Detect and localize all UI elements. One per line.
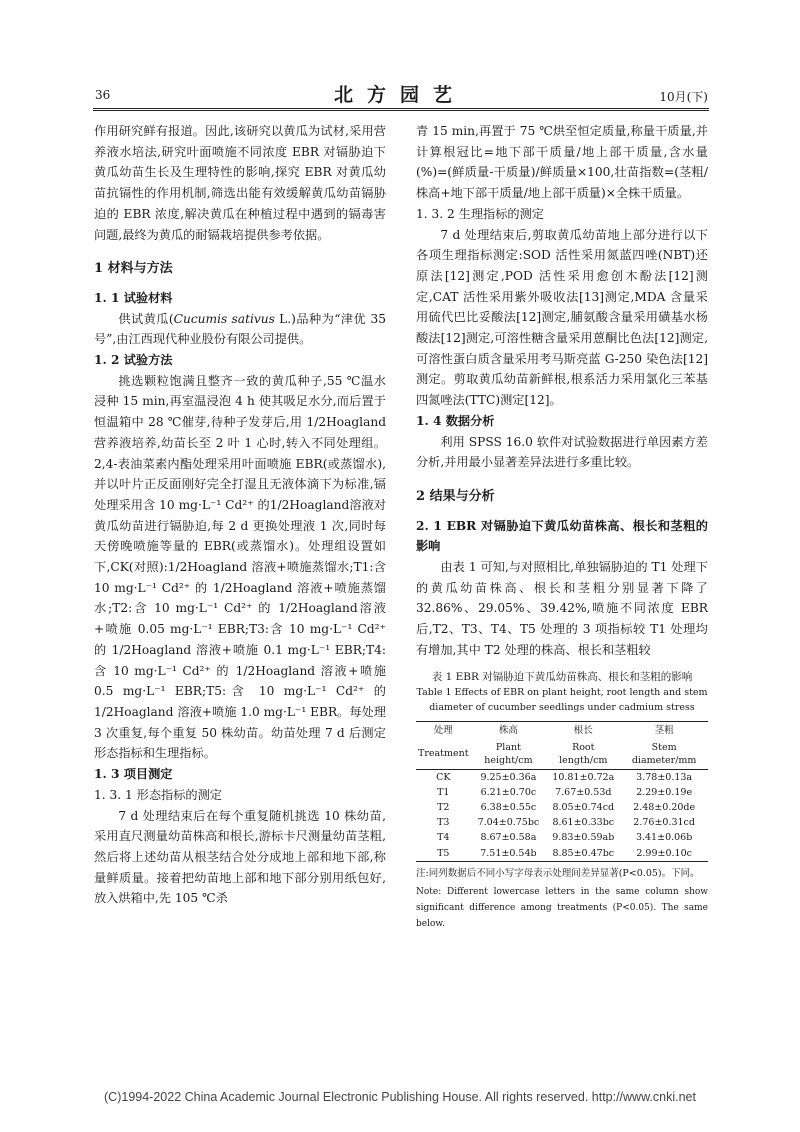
table-header-cn: 根长 bbox=[546, 721, 620, 739]
table-cell: CK bbox=[436, 771, 451, 783]
journal-title: 北方园艺 bbox=[333, 84, 466, 106]
table-caption-cn: 表 1 EBR 对镉胁迫下黄瓜幼苗株高、根长和茎粗的影响 bbox=[431, 670, 693, 683]
table-note-cn: 注:同列数据后不同小写字母表示处理间差异显著(P<0.05)。下同。 bbox=[416, 867, 700, 879]
table-cell: 2.99±0.10c bbox=[620, 846, 708, 862]
table-cell: 9.25±0.36a bbox=[480, 771, 537, 783]
latin-name: Cucumis sativus bbox=[173, 311, 275, 326]
section-2-heading: 2 结果与分析 bbox=[416, 488, 495, 504]
table-header-cn: 株高 bbox=[471, 721, 547, 739]
table-cell: 6.21±0.70c bbox=[480, 786, 537, 798]
table-cell: 8.61±0.33bc bbox=[552, 817, 615, 829]
section-1-heading: 1 材料与方法 bbox=[94, 261, 173, 277]
right-column bbox=[416, 121, 708, 932]
table-note-en: Note: Different lowercase letters in the same column show significant difference among treatments (P<0.05). The same below. bbox=[416, 886, 708, 929]
table-row bbox=[416, 815, 708, 830]
table-header-en: Root length/cm bbox=[546, 739, 620, 770]
physiology-paragraph: 7 d 处理结束后,剪取黄瓜幼苗地上部分进行以下各项生理指标测定:SOD 活性采用氮蓝四唑(NBT)还原法[12]测定,POD 活性采用愈创木酚法[12]测定,CAT 活性采用紫外吸收法[13]测定,MDA 含量采用硫代巴比妥酸法[12]测定,脯氨酸含量采用磺基水杨酸法[12]测定,可溶性糖含量采用蒽酮比色法[12]测定,可溶性蛋白质含量采用考马斯亮蓝 G-250 染色法[12]测定。剪取黄瓜幼苗新鲜根,根系活力采用氯化三苯基四氮唑法(TTC)测定[12]。 bbox=[416, 227, 708, 408]
table-cell: 7.04±0.75bc bbox=[477, 817, 540, 829]
section-1-1-heading: 1. 1 试验材料 bbox=[94, 290, 173, 305]
morphology-paragraph: 7 d 处理结束后在每个重复随机挑选 10 株幼苗,采用直尺测量幼苗株高和根长,游标卡尺测量幼苗茎粗,然后将上述幼苗从根茎结合处分成地上部和地下部,称量鲜质量。接着把幼苗地上部和地下部分别用纸包好,放入烘箱中,先 105 ℃杀 bbox=[94, 808, 386, 906]
section-2-1-heading: 2. 1 EBR 对镉胁迫下黄瓜幼苗株高、根长和茎粗的影响 bbox=[416, 518, 708, 554]
header-rule bbox=[93, 108, 709, 111]
table-cell: 7.67±0.53d bbox=[555, 786, 612, 798]
results-paragraph: 由表 1 可知,与对照相比,单独镉胁迫的 T1 处理下的黄瓜幼苗株高、根长和茎粗分别显著下降了 32.86%、29.05%、39.42%,喷施不同浓度 EBR 后,T2、T3、T4、T5 处理的 3 项指标较 T1 处理均有增加,其中 T2 处理的株高、根长和茎粗较 bbox=[416, 560, 708, 657]
materials-paragraph: 供试黄瓜(Cucumis sativus L.)品种为“津优 35 号”,由江西现代种业股份有限公司提供。 bbox=[94, 311, 386, 347]
section-1-3-2-heading: 1. 3. 2 生理指标的测定 bbox=[416, 206, 544, 221]
table-header-en: Treatment bbox=[416, 739, 471, 770]
table-cell: 3.78±0.13a bbox=[636, 771, 693, 783]
table-cell: T4 bbox=[437, 832, 450, 844]
continued-paragraph: 青 15 min,再置于 75 ℃烘至恒定质量,称量干质量,并计算根冠比=地下部干质量/地上部干质量,含水量(%)=(鲜质量-干质量)/鲜质量×100,壮苗指数=(茎粗/株高+地下部干质量/地上部干质量)×全株干质量。 bbox=[416, 124, 708, 201]
table-row bbox=[416, 830, 708, 845]
table-row bbox=[416, 846, 708, 862]
section-1-4-heading: 1. 4 数据分析 bbox=[416, 413, 495, 428]
analysis-paragraph: 利用 SPSS 16.0 软件对试验数据进行单因素方差分析,并用最小显著差异法进行多重比较。 bbox=[416, 434, 708, 470]
issue-label: 10月(下) bbox=[659, 90, 708, 104]
results-table bbox=[416, 721, 708, 862]
table-cell: 8.05±0.74cd bbox=[552, 801, 615, 813]
intro-paragraph: 作用研究鲜有报道。因此,该研究以黄瓜为试材,采用营养液水培法,研究叶面喷施不同浓度 EBR 对镉胁迫下黄瓜幼苗生长及生理特性的影响,探究 EBR 对黄瓜幼苗抗镉性的作用机制,筛选出能有效缓解黄瓜幼苗镉胁迫的 EBR 浓度,解决黄瓜在种植过程中遇到的镉毒害问题,最终为黄瓜的耐镉栽培提供参考依据。 bbox=[94, 124, 386, 242]
table-cell: T5 bbox=[416, 846, 471, 862]
table-cell: 10.81±0.72a bbox=[552, 771, 615, 783]
table-header-cn: 茎粗 bbox=[620, 721, 708, 739]
table-cell: 2.48±0.20de bbox=[633, 801, 696, 813]
section-1-2-heading: 1. 2 试验方法 bbox=[94, 353, 173, 368]
copyright-footer: (C)1994-2022 China Academic Journal Electronic Publishing House. All rights reserved. http://www.cnki.net bbox=[104, 1090, 696, 1104]
table-caption-en: Table 1 Effects of EBR on plant height, root length and stem diameter of cucumber seedlings under cadmium stress bbox=[416, 686, 708, 713]
table-cell: 6.38±0.55c bbox=[480, 801, 537, 813]
section-1-3-1-heading: 1. 3. 1 形态指标的测定 bbox=[94, 787, 222, 802]
table-row bbox=[416, 769, 708, 785]
page-number: 36 bbox=[95, 88, 111, 102]
table-cell: 2.29±0.19e bbox=[636, 786, 693, 798]
table-header-en: Stem diameter/mm bbox=[620, 739, 708, 770]
table-cell: 2.76±0.31cd bbox=[633, 817, 695, 829]
left-column bbox=[94, 121, 386, 909]
methods-paragraph: 挑选颗粒饱满且整齐一致的黄瓜种子,55 ℃温水浸种 15 min,再室温浸泡 4 h 使其吸足水分,而后置于恒温箱中 28 ℃催芽,待种子发芽后,用 1/2Hoagland 营养液培养,幼苗长至 2 叶 1 心时,转入不同处理组。2,4-表油菜素内酯处理采用叶面喷施 EBR(或蒸馏水),并以叶片正反面刚好完全打湿且无液体滴下为标准,镉处理采用含 10 mg·L⁻¹ Cd²⁺ 的1/2Hoagland溶液对黄瓜幼苗进行镉胁迫,每 2 d 更换处理液 1 次,同时每天傍晚喷施等量的 EBR(或蒸馏水)。处理组设置如下,CK(对照):1/2Hoagland 溶液+喷施蒸馏水;T1:含 10 mg·L⁻¹ Cd²⁺ 的 1/2Hoagland 溶液+喷施蒸馏水;T2:含 10 mg·L⁻¹ Cd²⁺ 的 1/2Hoagland溶液+喷施 0.05 mg·L⁻¹ EBR;T3:含 10 mg·L⁻¹ Cd²⁺ 的 1/2Hoagland 溶液+喷施 0.1 mg·L⁻¹ EBR;T4:含 10 mg·L⁻¹ Cd²⁺ 的 1/2Hoagland 溶液+喷施 0.5 mg·L⁻¹ EBR;T5:含 10 mg·L⁻¹ Cd²⁺ 的 1/2Hoagland 溶液+喷施 1.0 mg·L⁻¹ EBR。每处理 3 次重复,每个重复 50 株幼苗。幼苗处理 7 d 后测定形态指标和生理指标。 bbox=[94, 373, 386, 761]
table-cell: T1 bbox=[437, 786, 450, 798]
table-header-cn: 处理 bbox=[416, 721, 471, 739]
table-row bbox=[416, 800, 708, 815]
table-header-en: Plant height/cm bbox=[471, 739, 547, 770]
table-cell: 3.41±0.06b bbox=[635, 832, 693, 844]
table-cell: T2 bbox=[437, 801, 450, 813]
table-cell: 8.67±0.58a bbox=[480, 832, 537, 844]
table-cell: 8.85±0.47bc bbox=[546, 846, 620, 862]
table-cell: 9.83±0.59ab bbox=[552, 832, 615, 844]
table-cell: T3 bbox=[437, 817, 450, 829]
section-1-3-heading: 1. 3 项目测定 bbox=[94, 767, 173, 782]
table-cell: 7.51±0.54b bbox=[471, 846, 547, 862]
table-row bbox=[416, 785, 708, 800]
